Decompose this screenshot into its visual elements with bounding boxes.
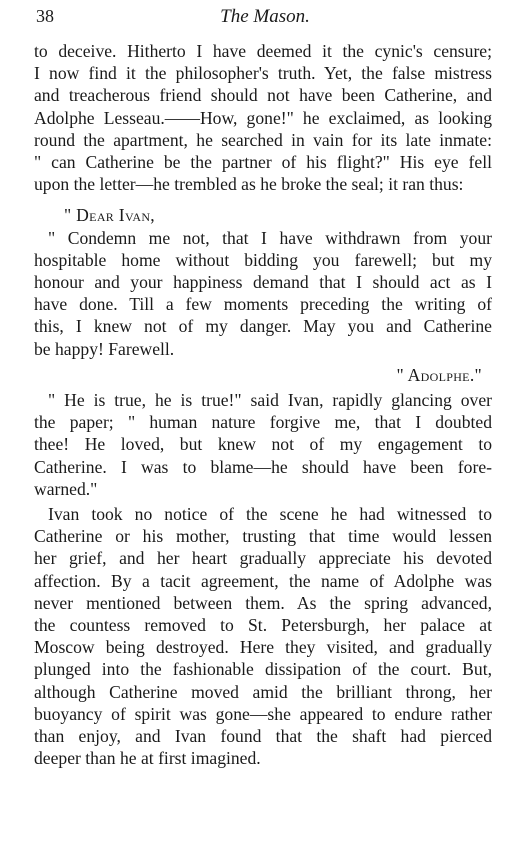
- page-header: [36, 6, 494, 30]
- page-number: 38: [36, 6, 54, 26]
- text-line: affection. By a tacit agreement, the name of Adolphe was: [34, 570, 492, 591]
- text-line: " can Catherine be the partner of his flight?" His eye fell: [34, 152, 492, 173]
- text-line: and treacherous friend should not have been Catherine, and: [34, 85, 492, 106]
- running-title: The Mason.: [220, 6, 310, 27]
- text-line: " Condemn me not, that I have withdrawn from your: [48, 227, 492, 248]
- paragraph-2: [34, 389, 492, 500]
- text-line: upon the letter—he trembled as he broke the seal; it ran thus:: [34, 174, 464, 195]
- text-line: the paper; " human nature forgive me, that I doubted: [34, 412, 492, 433]
- text-line: " He is true, he is true!" said Ivan, rapidly glancing over: [48, 390, 492, 411]
- text-line: hospitable home without bidding you farewell; but my: [34, 249, 492, 270]
- letter-body: [34, 227, 492, 360]
- text-line: thee! He loved, but knew not of my engagement to: [34, 434, 492, 455]
- text-line: plunged into the fashionable dissipation of the court. But,: [34, 659, 492, 680]
- text-line: Adolphe Lesseau.——How, gone!" he exclaimed, as looking: [34, 107, 492, 128]
- text-line: her grief, and her heart gradually appreciate his devoted: [34, 548, 492, 569]
- letter-signature: " Adolphe.": [396, 364, 482, 385]
- text-line: the countess removed to St. Petersburgh, her palace at: [34, 615, 492, 636]
- text-line: have done. Till a few moments preceding the writing of: [34, 294, 492, 315]
- text-line: deeper than he at first imagined.: [34, 748, 261, 769]
- text-line: I now find it the philosopher's truth. Yet, the false mistress: [34, 63, 492, 84]
- text-line: buoyancy of spirit was gone—she appeared to endure rather: [34, 703, 492, 724]
- text-line: to deceive. Hitherto I have deemed it the cynic's censure;: [34, 41, 492, 61]
- page-body: [34, 40, 492, 770]
- text-line: never mentioned between them. As the spring advanced,: [34, 592, 492, 613]
- text-line: this, I knew not of my danger. May you and Catherine: [34, 316, 492, 337]
- text-line: be happy! Farewell.: [34, 338, 175, 359]
- text-line: honour and your happiness demand that I should act as I: [34, 272, 492, 293]
- paragraph-3: [34, 503, 492, 769]
- letter-salutation: " Dear Ivan,: [64, 205, 155, 226]
- text-line: Moscow being destroyed. Here they visited, and gradually: [34, 637, 492, 658]
- text-line: Ivan took no notice of the scene he had witnessed to: [48, 504, 492, 525]
- text-line: round the apartment, he searched in vain for its late inmate:: [34, 129, 492, 150]
- text-line: Catherine. I was to blame—he should have been fore-: [34, 456, 492, 477]
- text-line: than enjoy, and Ivan found that the shaft had pierced: [34, 726, 492, 747]
- paragraph-1: [34, 40, 492, 195]
- text-line: Catherine or his mother, trusting that time would lessen: [34, 526, 492, 547]
- text-line: although Catherine moved amid the brilliant throng, her: [34, 681, 492, 702]
- text-line: warned.": [34, 478, 98, 499]
